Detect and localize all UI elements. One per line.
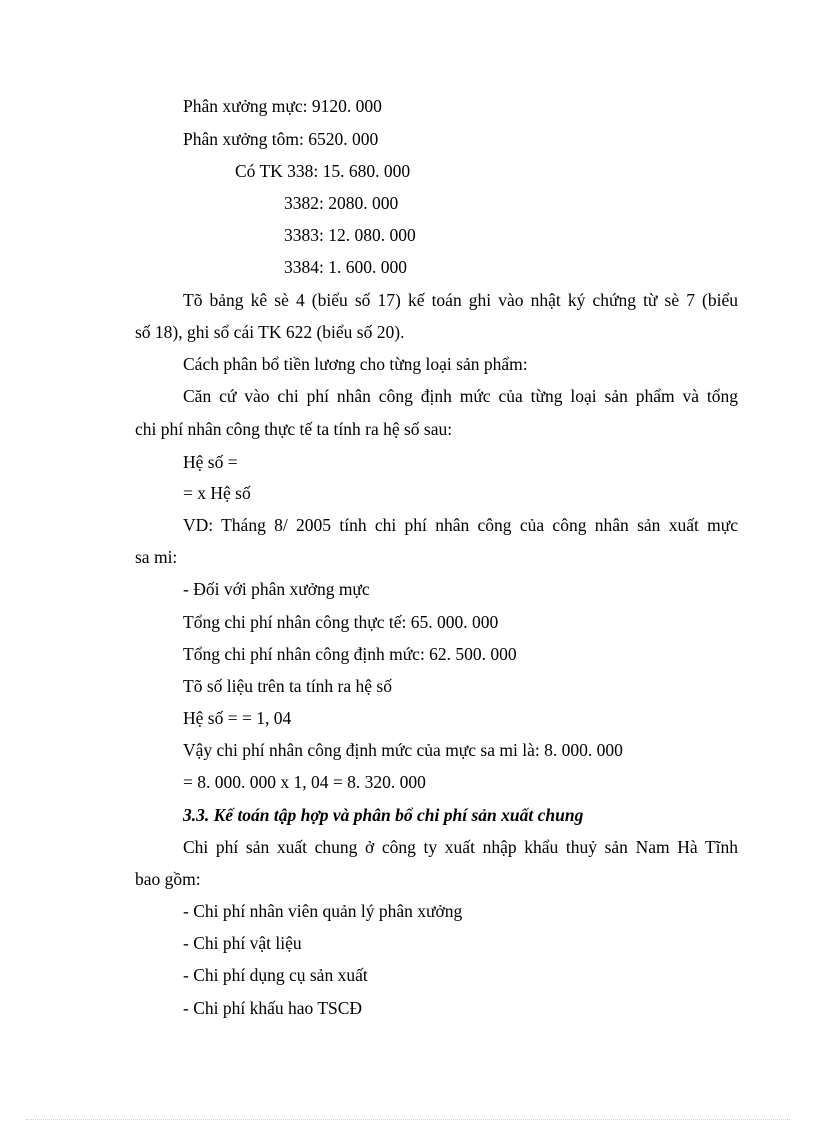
text-line: Tổng chi phí nhân công thực tế: 65. 000. 000: [183, 612, 499, 632]
text-line: Tõ số liệu trên ta tính ra hệ số: [183, 676, 392, 696]
text-line: - Chi phí dụng cụ sản xuất: [183, 965, 368, 985]
text-line: = x Hệ số: [183, 483, 251, 503]
text-line: bao gồm:: [135, 869, 201, 889]
text-line: 3384: 1. 600. 000: [284, 257, 407, 277]
text-line: Hệ số = = 1, 04: [183, 708, 292, 728]
text-line: - Chi phí khấu hao TSCĐ: [183, 998, 363, 1018]
text-line: Cách phân bổ tiền lương cho từng loại sản phẩm:: [183, 354, 528, 374]
paragraph-line: VD: Tháng 8/ 2005 tính chi phí nhân công của công nhân sản xuất mực: [183, 515, 738, 535]
text-line: Phân xưởng mực: 9120. 000: [183, 96, 382, 116]
text-line: = 8. 000. 000 x 1, 04 = 8. 320. 000: [183, 772, 426, 792]
section-heading: 3.3. Kế toán tập hợp và phân bổ chi phí sản xuất chung: [183, 805, 584, 825]
text-line: - Chi phí nhân viên quản lý phân xưởng: [183, 901, 463, 921]
paragraph-line: Căn cứ vào chi phí nhân công định mức của từng loại sản phẩm và tổng: [183, 386, 738, 406]
text-line: Vậy chi phí nhân công định mức của mực sa mi là: 8. 000. 000: [183, 740, 623, 760]
text-line: chi phí nhân công thực tế ta tính ra hệ số sau:: [135, 419, 453, 439]
paragraph-line: Tõ bảng kê sè 4 (biểu số 17) kế toán ghi vào nhật ký chứng từ sè 7 (biểu: [183, 290, 738, 310]
text-line: 3383: 12. 080. 000: [284, 225, 416, 245]
text-line: Có TK 338: 15. 680. 000: [235, 161, 411, 181]
page-bottom-rule: [26, 1119, 790, 1120]
text-line: 3382: 2080. 000: [284, 193, 399, 213]
text-line: số 18), ghi sổ cái TK 622 (biểu số 20).: [135, 322, 405, 342]
paragraph-line: Chi phí sản xuất chung ở công ty xuất nhập khẩu thuỷ sản Nam Hà Tĩnh: [183, 837, 738, 857]
text-line: Phân xưởng tôm: 6520. 000: [183, 129, 379, 149]
text-line: Hệ số =: [183, 452, 238, 472]
text-line: Tổng chi phí nhân công định mức: 62. 500. 000: [183, 644, 517, 664]
text-line: - Chi phí vật liệu: [183, 933, 302, 953]
text-line: sa mi:: [135, 547, 178, 567]
text-line: - Đối với phân xưởng mực: [183, 579, 370, 599]
